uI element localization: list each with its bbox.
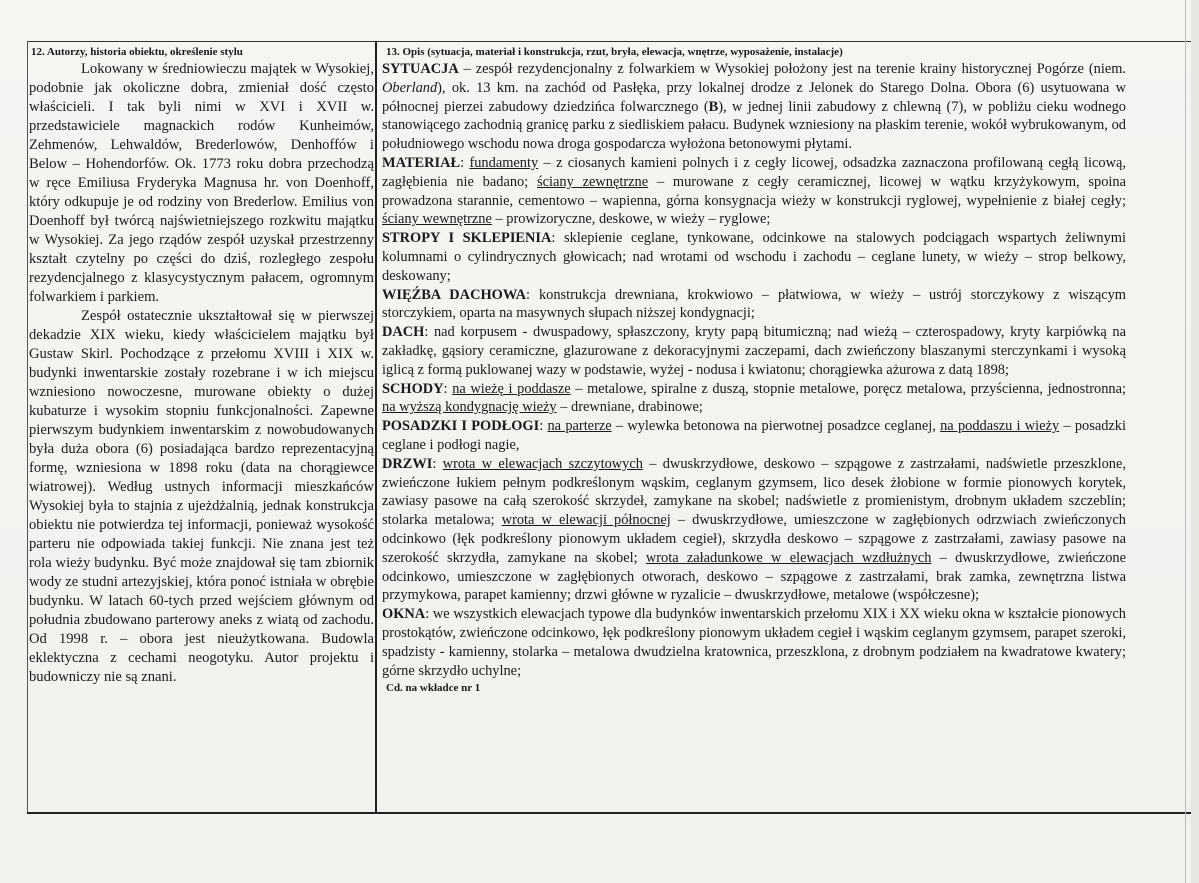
section-text: – posadzki ceglane i podłogi nagie, — [382, 418, 1126, 453]
section-keyword: STROPY I SKLEPIENIA — [382, 230, 552, 247]
section-text: ), ok. 13 km. na zachód od Pasłęka, przy lokalnej drodze z Jelonek do Starego Dolna. Obora (6) usytuowana w północnej pierzei zabudowy dziedzińca folwarcznego ( — [382, 79, 1126, 115]
section-text: – wylewka betonowa na pierwotnej posadzce ceglanej, — [611, 418, 941, 435]
description-sections — [382, 60, 1126, 680]
section-keyword: SCHODY — [382, 380, 444, 397]
section-drzwi — [382, 455, 1126, 605]
section-text: – metalowe, spiralne z duszą, stopnie metalowe, poręcz metalowa, przyścienna, jednostronna; — [570, 380, 1126, 397]
section-text: : — [539, 418, 548, 435]
history-paragraph-1: Lokowany w średniowieczu majątek w Wysokiej, podobnie jak okoliczne dobra, zmieniał dość często właścicieli. I tak byli nimi w XVI i XVII w. przedstawiciele magnackich rodów Kunheimów, Zehmenów, Lehwaldów, Brederlowów, Denhoffów i Below – Hohendorfów. Ok. 1773 roku dobra przechodzą w ręce Emiliusa Fryderyka Magnusa hr. von Doenhoff, który odkupuje je od rodziny von Brederlow. Emilius von Doenhoff był twórcą najświetniejszego rozkwitu majątku w Wysokiej. Za jego rządów zespół uzyskał przestrzenny kształt czytelny po części do dziś, rozległego zespołu rezydencjalnego z klasycystycznym pałacem, ogromnym folwarkiem i parkiem. — [29, 61, 374, 305]
section-text: : — [460, 154, 470, 171]
description-heading: 13. Opis (sytuacja, materiał i konstrukcja, rzut, bryła, elewacja, wnętrze, wyposażenie, instalacje) — [386, 46, 843, 58]
section-text: – dwuskrzydłowe, deskowo – szpągowe z zastrzałami, nadświetle przeszklone, zwieńczone łukiem pełnym podkreślonym wąskim, ceglanym gzymsem, lico desek żłobione w formie pionowych korytek, zawiasy pasowe na całą szerokość skrzydeł, zamykane na skobel; nadświetle z promienistym, drobnym układem szczeblin; stolarka metalowa; — [382, 455, 1126, 529]
section-więźba-dachowa — [382, 286, 1126, 324]
section-text: – dwuskrzydłowe, umieszczone w zagłębionych odrzwiach zwieńczonych odcinkowo (łęk podkreślony pionowym układem cegieł), skrzydła deskowo – szpągowe z zastrzałami, zawiasy pasowe na szerokość skrzydła, zamykane na skobel; — [382, 512, 1126, 566]
section-text: : nad korpusem - dwuspadowy, spłaszczony, kryty papą bitumiczną; nad wieżą – czterospadowy, kryty karpiówką na zakładkę, gąsiory ceramiczne, glazurowane z dekoracyjnymi zaczepami, dach zwieńczony blaszanymi sterczynkami i wysoką iglicą z formą puklowanej wazy w podstawie, wyżej - nodusa i kwiatonu; chorągiewka ażurowa z datą 1898; — [382, 324, 1126, 378]
italic-term: Oberland — [382, 79, 438, 96]
section-keyword: MATERIAŁ — [382, 154, 461, 171]
underlined-term: wrota w elewacjach szczytowych — [442, 455, 643, 472]
underlined-term: ściany wewnętrzne — [382, 211, 492, 228]
underlined-term: na wieżę i poddasze — [452, 380, 571, 397]
history-paragraph-2: Zespół ostatecznie ukształtował się w pierwszej dekadzie XIX wieku, kiedy właścicielem majątku był Gustaw Skirl. Pochodzące z przełomu XVIII i XIX w. budynki inwentarskie zostały rozebrane i w ich miejscu wzniesiono nowoczesne, murowane obiekty o dużej kubaturze i wysokim stopniu funkcjonalności. Zapewne pierwszym budynkiem inwentarskim z nowobudowanych była duża obora (6) posiadająca bardzo reprezentacyjną formę, wzniesiona w 1898 roku (data na chorągiewce wiatrowej). Według ustnych informacji mieszkańców Wysokiej była to stajnia z ujeżdżalnią, jednak konstrukcja obiektu nie potwierdza tej informacji, ponieważ wysokość parteru nie odpowiada takiej funkcji. Nie znana jest też rola wieży budynku. Być może znajdował się tam zbiornik wody ze studni artezyjskiej, która ponoć istniała w obrębie budynku. W latach 60-tych przed wejściem głównym od południa zbudowano parterowy aneks z wiatą od zachodu. Od 1998 r. – obora jest nieużytkowana. Budowla eklektyczna z cechami neogotyku. Autor projektu i budowniczy nie są znani. — [29, 308, 374, 685]
section-text: ), w jednej linii zabudowy z chlewną (7), w pobliżu cieku wodnego stanowiącego zachodnią granicę parku z siedliskiem pałacu. Budynek wzniesiony na płaskim terenie, wokół wybrukowanym, od południowego wschodu nowa droga gospodarcza wyłożona betonowymi płytami. — [382, 98, 1126, 153]
frame-top-rule — [27, 41, 1199, 42]
underlined-term: na wyższą kondygnację wieży — [382, 399, 557, 416]
description-column — [382, 46, 1126, 694]
section-dach — [382, 323, 1126, 379]
section-text: – dwuskrzydłowe, zwieńczone odcinkowo, umieszczone w zagłębionych otworach, deskowo – szpągowe z zastrzałami, brak zamka, zewnętrzna listwa przymykowa, parapet kamienny; drzwi główne w ryzalicie – dwuskrzydłowe, metalowe (współczesne); — [382, 549, 1127, 604]
section-text: : we wszystkich elewacjach typowe dla budynków inwentarskich przełomu XIX i XX wieku okna w kształcie pionowych prostokątów, zwieńczone odcinkowo, łęk podkreślony pionowym układem cegieł i wąskim ceglanym gzymsem, parapet szeroki, spadzisty - kamienny, stolarka – metalowa dwudzielna kratownica, przeszklona, z drobnym podziałem na kwadratowe kwatery; górne skrzydło uchylne; — [382, 606, 1126, 679]
section-keyword: SYTUACJA — [382, 61, 459, 77]
section-text: – z ciosanych kamieni polnych i z cegły licowej, odsadzka zaznaczona profilowaną cegłą licową, zagłębienia nie badano; — [382, 154, 1126, 190]
section-text: – prowizoryczne, deskowe, w wieży – ryglowe; — [491, 211, 771, 228]
underlined-term: na parterze — [547, 418, 612, 435]
column-divider — [375, 41, 377, 813]
underlined-term: na poddaszu i wieży — [940, 418, 1060, 435]
history-heading: 12. Autorzy, historia obiektu, określenie stylu — [31, 46, 243, 58]
section-keyword: DRZWI — [382, 455, 433, 472]
section-keyword: DACH — [382, 324, 425, 341]
frame-left-rule — [27, 41, 28, 813]
section-stropy-i-sklepienia — [382, 229, 1126, 285]
section-text: – zespół rezydencjonalny z folwarkiem w Wysokiej położony jest na terenie krainy historycznej Pogórze (niem. — [458, 61, 1126, 77]
section-posadzki-i-podłogi — [382, 417, 1126, 455]
underlined-term: fundamenty — [469, 154, 539, 171]
section-keyword: POSADZKI I PODŁOGI — [382, 418, 540, 435]
underlined-term: wrota załadunkowe w elewacjach wzdłużnych — [645, 549, 932, 566]
underlined-term: ściany zewnętrzne — [537, 173, 649, 190]
frame-bottom-rule — [27, 812, 1199, 814]
history-column — [29, 46, 374, 687]
underlined-term: wrota w elewacji północnej — [501, 512, 671, 529]
bold-term: B — [708, 98, 719, 115]
section-sytuacja — [382, 60, 1126, 154]
section-keyword: WIĘŹBA DACHOWA — [382, 286, 527, 303]
page-margin-strip — [1191, 0, 1199, 883]
section-materiał — [382, 154, 1126, 229]
section-schody — [382, 380, 1126, 418]
section-okna — [382, 605, 1126, 680]
continuation-note: Cd. na wkładce nr 1 — [386, 682, 481, 695]
section-text: : konstrukcja drewniana, krokwiowo – płatwiowa, w wieży – ustrój storczykowy z wiszącym storczykiem, oparta na masywnych słupach niższej kondygnacji; — [382, 286, 1126, 322]
section-text: – drewniane, drabinowe; — [556, 399, 703, 416]
history-text — [29, 60, 374, 687]
page-edge — [1185, 0, 1186, 883]
section-text: : — [432, 455, 443, 472]
section-text: : sklepienie ceglane, tynkowane, odcinkowe na stalowych podciągach wspartych żeliwnymi kolumnami o cylindrycznych głowicach; nad wrotami od wschodu i zachodu – ceglane lunety, w wieży – strop belkowy, deskowany; — [382, 230, 1126, 284]
section-text: – murowane z cegły ceramicznej, licowej w wątku krzyżykowym, spoina prowadzona starannie, cementowo – wapienna, górna konsygnacja wieży w konstrukcji ryglowej, wypełnienie z białej cegły; — [382, 173, 1127, 209]
section-text: : — [443, 380, 453, 397]
section-keyword: OKNA — [382, 606, 426, 623]
